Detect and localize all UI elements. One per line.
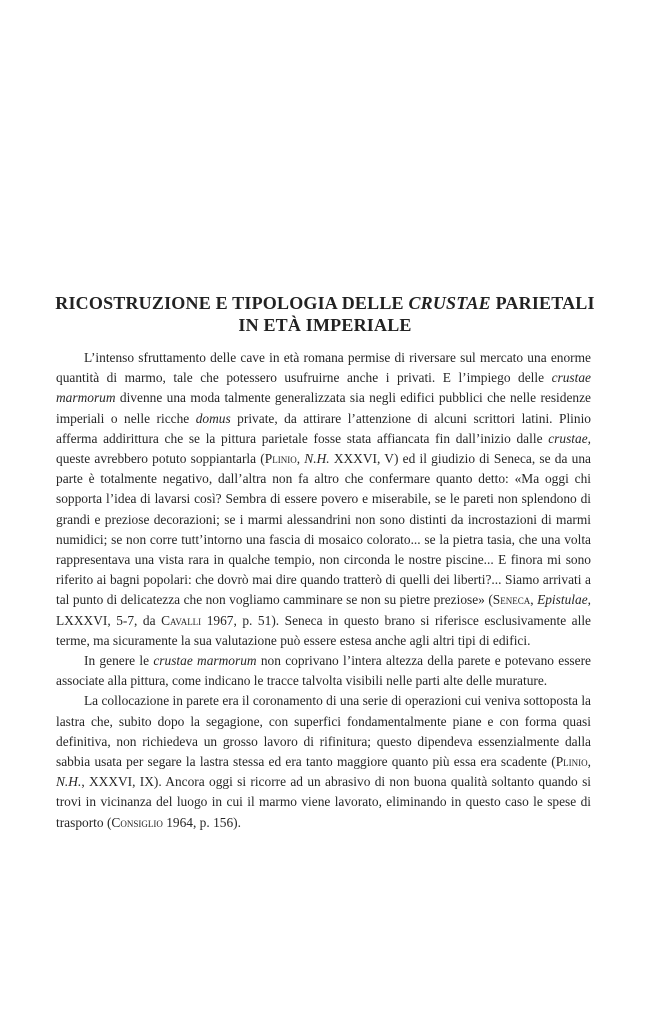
text-run: private, da attirare l’attenzione di alcuni scrittori latini. Plinio afferma addirittura che se la pittura parietale fosse stata affiancata fin dall’inizio dalle (56, 410, 591, 446)
italic-term: crustae marmorum (56, 370, 591, 406)
title-italic-term: CRUSTAE (408, 293, 491, 314)
italic-term: crustae marmorum (153, 653, 257, 669)
text-run: divenne una moda talmente generalizzata sia negli edifici pubblici che nelle residenze imperiali o nelle ricche (56, 390, 591, 426)
text-run: , (296, 451, 305, 467)
author-citation: Cavalli (161, 612, 202, 628)
italic-term: crustae (548, 430, 588, 446)
italic-term: N.H. (304, 451, 330, 467)
italic-term: Epistulae (537, 592, 588, 608)
text-run: 1964, p. 156). (162, 814, 241, 830)
paragraph-3 (56, 691, 591, 832)
text-run: non coprivano l’intera altezza della parete e potevano essere associate alla pittura, come indicano le tracce talvolta visibili nelle parti alte delle murature. (56, 653, 591, 689)
body-text (56, 348, 591, 833)
text-run: , LXXXVI, 5-7, da (56, 592, 592, 628)
title-text: PARIETALI (490, 293, 595, 314)
text-run: , (587, 754, 591, 770)
text-run: L’intenso sfruttamento delle cave in età romana permise di riversare sul mercato una enorme quantità di marmo, tale che potessero usufruirne anche i privati. E l’impiego delle (56, 350, 591, 386)
chapter-title (40, 292, 610, 336)
text-run: XXXVI, V) ed il giudizio di Seneca, se da una parte è totalmente negativo, dall’altra non fa altro che confermare quanto detto: «Ma oggi chi sopporta l’idea di lavarsi così? Sembra di essere povero e miserabile, se le pareti non splendono di grandi e preziose decorazioni; se i marmi alessandrini non sono distinti da incrostazioni di marmi numidici; se non corre tutt’intorno una fascia di mosaico colorato... se la pietra tasia, che una volta rappresentava una vista rara in qualche tempio, non circonda le nostre piscine... E finora mi sono riferito ai bagni popolari: che dovrò mai dire quando tratterò di quelli dei liberti?... Siamo arrivati a tal punto di delicatezza che non vogliamo camminare se non su pietre preziose» ( (56, 451, 591, 608)
text-run: In genere le (84, 653, 154, 669)
paragraph-1 (56, 348, 591, 651)
title-text: RICOSTRUZIONE E TIPOLOGIA DELLE (55, 293, 409, 314)
italic-term: domus (195, 410, 231, 426)
text-run: 1967, p. 51). Seneca in questo brano si riferisce esclusivamente alle terme, ma sicuramente la sua valutazione può essere estesa anche agli altri tipi di edifici. (56, 612, 591, 648)
chapter-title-line-2: IN ETÀ IMPERIALE (238, 315, 412, 336)
author-citation: Plinio (555, 754, 588, 770)
author-citation: Plinio (264, 451, 297, 467)
author-citation: Consiglio (111, 814, 163, 830)
text-run: , (530, 592, 538, 608)
author-citation: Seneca (492, 592, 531, 608)
chapter-title-line-1 (40, 292, 610, 314)
text-run: , XXXVI, IX). Ancora oggi si ricorre ad un abrasivo di non buona qualità soltanto quando si trovi in vicinanza del luogo in cui il marmo viene lavorato, eliminando in questo caso le spese di trasporto ( (56, 774, 591, 830)
text-run: , queste avrebbero potuto soppiantarla ( (56, 430, 591, 467)
italic-term: N.H. (56, 774, 82, 790)
text-run: La collocazione in parete era il coronamento di una serie di operazioni cui veniva sottoposta la lastra che, subito dopo la segagione, con superfici fondamentalmente piane e con forma quasi definitiva, non richiedeva un grosso lavoro di rifinitura; questo dipendeva essenzialmente dalla sabbia usata per segare la lastra stessa ed era tanto maggiore quanto più essa era scadente ( (56, 693, 591, 770)
paragraph-2 (56, 651, 591, 691)
